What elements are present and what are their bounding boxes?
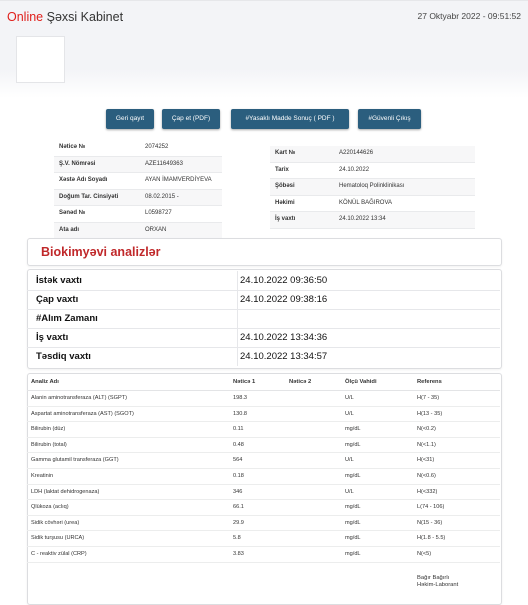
back-button[interactable]: Geri qayıt xyxy=(106,109,154,129)
table-row xyxy=(27,484,500,501)
time-label: İş vaxtı xyxy=(36,332,69,343)
table-cell: Bilirubin (total) xyxy=(31,441,67,448)
table-cell: U/L xyxy=(345,395,354,401)
time-row xyxy=(27,290,500,310)
table-cell: mg/dL xyxy=(345,504,361,511)
column-divider xyxy=(237,271,238,290)
patient-row xyxy=(54,157,222,174)
card-row xyxy=(270,179,475,196)
table-cell: 198.3 xyxy=(233,395,247,401)
table-row xyxy=(27,515,500,532)
row-label: Doğum Tar. Cinsiyəti xyxy=(59,193,119,200)
row-label: İş vaxtı xyxy=(275,216,296,223)
signature-role: Həkim-Laborant xyxy=(417,582,459,588)
time-value: 24.10.2022 13:34:57 xyxy=(240,351,328,362)
patient-row xyxy=(54,206,222,223)
table-cell: mg/dL xyxy=(345,519,361,526)
row-label: Ş.V. Nömrəsi xyxy=(59,160,96,167)
row-value: 24.10.2022 13:34 xyxy=(339,216,386,223)
table-cell: Aspartat aminotransferaza (AST) (SGOT) xyxy=(31,410,134,417)
table-cell: N(<1.1) xyxy=(417,441,436,448)
row-label: Nəticə № xyxy=(59,144,86,150)
column-header: Nəticə 2 xyxy=(289,379,312,385)
allowed-result-pdf-button[interactable]: #Yasaklı Madde Sonuç ( PDF ) xyxy=(231,109,349,129)
row-value: ORXAN xyxy=(145,226,167,233)
table-cell: Sidik cövhəri (urea) xyxy=(31,519,80,526)
time-label: İstək vaxtı xyxy=(36,275,82,286)
column-divider xyxy=(237,347,238,366)
table-cell: H(<31) xyxy=(417,457,435,464)
row-value: 24.10.2022 xyxy=(339,166,370,173)
table-cell: mg/dL xyxy=(345,535,361,542)
table-cell: U/L xyxy=(345,410,354,417)
row-value: L0598727 xyxy=(145,210,172,217)
table-cell: C - reaktiv zülal (CRP) xyxy=(31,551,87,557)
card-row xyxy=(270,212,475,229)
table-cell: Qlükoza (aclıq) xyxy=(31,504,69,511)
row-label: Sənəd № xyxy=(59,210,86,217)
table-cell: Sidik turşusu (URCA) xyxy=(31,535,85,542)
row-value: A220144626 xyxy=(339,150,374,156)
time-row xyxy=(27,328,500,348)
row-value: 08.02.2015 - xyxy=(145,193,179,200)
patient-row xyxy=(54,190,222,207)
row-value: AYAN İMAMVERDİYEVA xyxy=(145,177,212,184)
table-cell: 0.48 xyxy=(233,441,244,448)
row-label: Ata adı xyxy=(59,226,80,233)
row-value: Hematoloq Polinklinikası xyxy=(339,183,405,190)
table-cell: N(<5) xyxy=(417,551,432,557)
table-cell: 0.11 xyxy=(233,426,244,433)
current-datetime: 27 Oktyabr 2022 - 09:51:52 xyxy=(417,11,521,21)
table-cell: 346 xyxy=(233,488,243,495)
table-row xyxy=(27,406,500,423)
row-value: KÖNÜL BAĞIROVA xyxy=(339,199,393,206)
table-cell: 564 xyxy=(233,457,243,464)
brand-prefix: Online xyxy=(7,10,44,24)
time-label: Təsdiq vaxtı xyxy=(36,351,91,362)
card-row xyxy=(270,196,475,213)
table-cell: 0.18 xyxy=(233,473,244,479)
table-cell: U/L xyxy=(345,488,354,495)
table-row xyxy=(27,390,500,407)
print-pdf-button[interactable]: Çap et (PDF) xyxy=(162,109,220,129)
section-title: Biokimyəvi analizlər xyxy=(41,245,161,259)
card-row xyxy=(270,146,475,163)
table-cell: H(13 - 35) xyxy=(417,410,443,417)
table-row xyxy=(27,546,500,563)
time-label: #Alım Zamanı xyxy=(36,313,98,324)
table-cell: L(74 - 106) xyxy=(417,504,445,511)
brand-rest: Şəxsi Kabinet xyxy=(43,10,124,24)
column-header: Analiz Adı xyxy=(31,379,59,385)
time-value: 24.10.2022 09:36:50 xyxy=(240,275,328,286)
table-cell: mg/dL xyxy=(345,551,361,557)
signature-name: Bağır Bağırlı xyxy=(417,575,450,581)
table-cell: mg/dL xyxy=(345,473,361,479)
page-header xyxy=(0,0,528,98)
column-header: Referens xyxy=(417,379,442,385)
section-title-panel xyxy=(27,238,502,266)
table-row xyxy=(27,452,500,469)
row-label: Tarix xyxy=(275,166,289,173)
table-cell: N(<0.2) xyxy=(417,426,436,433)
logout-button[interactable]: #Güvenli Çıkış xyxy=(358,109,421,129)
table-cell: Alanin aminotransferaza (ALT) (SGPT) xyxy=(31,395,127,401)
column-header: Nəticə 1 xyxy=(233,379,256,385)
table-cell: 3.83 xyxy=(233,551,244,557)
table-cell: 5.8 xyxy=(233,535,241,542)
row-value: 2074252 xyxy=(145,144,169,150)
brand-title xyxy=(7,10,123,24)
table-cell: Bilirubin (düz) xyxy=(31,426,66,433)
table-cell: U/L xyxy=(345,457,354,464)
logo-placeholder xyxy=(16,36,65,83)
card-row xyxy=(270,163,475,180)
column-divider xyxy=(237,328,238,347)
table-cell: LDH (laktat dehidrogenaza) xyxy=(31,488,100,495)
column-divider xyxy=(237,290,238,309)
row-label: Həkimi xyxy=(275,199,295,206)
table-cell: Kreatinin xyxy=(31,473,54,479)
time-value: 24.10.2022 09:38:16 xyxy=(240,294,328,305)
table-row xyxy=(27,468,500,485)
table-row xyxy=(27,437,500,454)
table-row xyxy=(27,499,500,516)
table-cell: Gamma glutamil transferaza (GGT) xyxy=(31,457,119,464)
results-header xyxy=(27,374,500,391)
card-info-table xyxy=(270,146,475,229)
patient-row xyxy=(54,173,222,190)
time-value: 24.10.2022 13:34:36 xyxy=(240,332,328,343)
row-value: AZE11649363 xyxy=(145,160,183,167)
patient-row xyxy=(54,140,222,157)
table-cell: N(<0.6) xyxy=(417,473,436,479)
table-cell: mg/dL xyxy=(345,441,361,448)
table-cell: mg/dL xyxy=(345,426,361,433)
time-row xyxy=(27,347,500,366)
table-cell: H(1.8 - 5.5) xyxy=(417,535,446,542)
table-cell: 29.9 xyxy=(233,519,244,526)
table-row xyxy=(27,421,500,438)
column-header: Ölçü Vahidi xyxy=(345,379,377,385)
column-divider xyxy=(237,309,238,328)
row-label: Xəstə Adı Soyadı xyxy=(59,177,108,184)
row-label: Kart № xyxy=(275,150,296,156)
row-label: Şöbəsi xyxy=(275,183,295,190)
time-row xyxy=(27,309,500,329)
time-row xyxy=(27,271,500,291)
table-cell: N(15 - 36) xyxy=(417,519,443,526)
table-row xyxy=(27,530,500,547)
time-label: Çap vaxtı xyxy=(36,294,79,305)
patient-info-table xyxy=(54,140,222,240)
table-cell: H(<332) xyxy=(417,488,438,495)
table-cell: H(7 - 35) xyxy=(417,395,440,401)
table-cell: 66.1 xyxy=(233,504,244,511)
table-cell: 130.8 xyxy=(233,410,247,417)
